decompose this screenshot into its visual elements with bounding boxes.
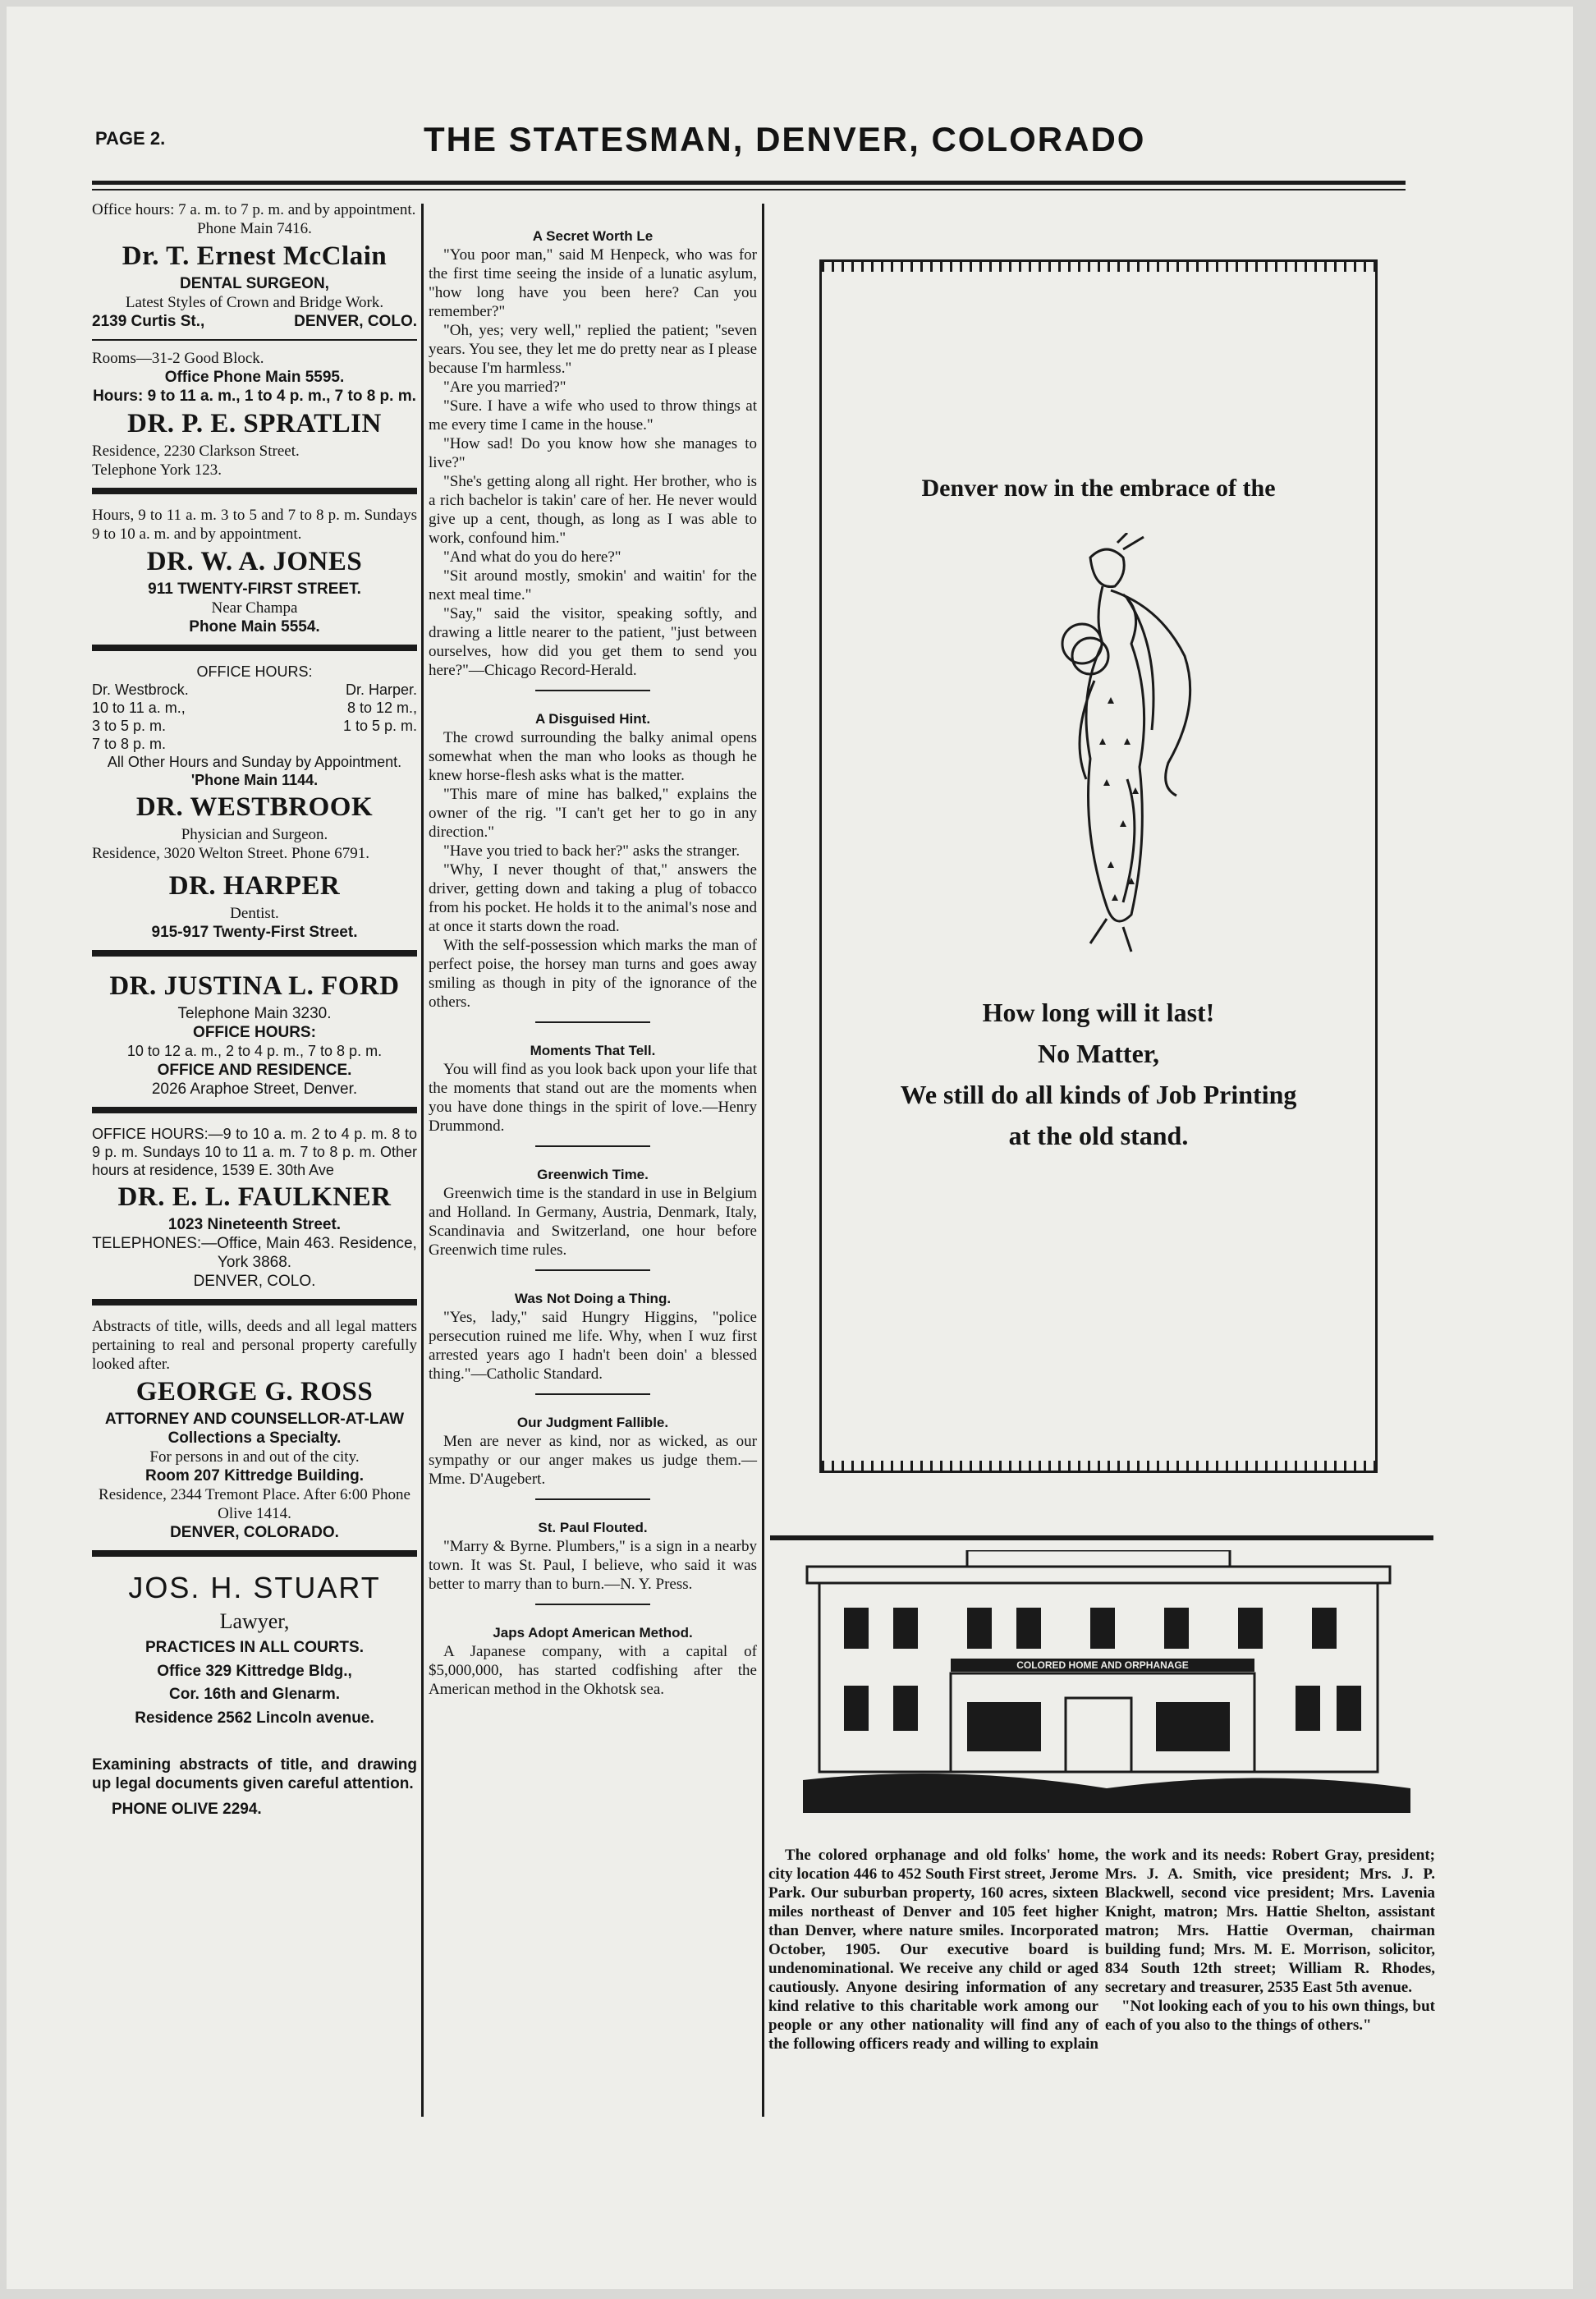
spratlin-telephone: Telephone York 123.: [92, 461, 222, 479]
card-spratlin: [92, 349, 417, 480]
header-rule: [92, 181, 1406, 185]
wh-left-name: Dr. Westbrock.: [92, 681, 189, 698]
stuart-residence: Residence 2562 Lincoln avenue.: [135, 1709, 374, 1727]
ford-address: 2026 Araphoe Street, Denver.: [151, 1081, 358, 1098]
faulkner-name: DR. E. L. FAULKNER: [117, 1182, 392, 1212]
rule: [92, 1107, 417, 1113]
stuart-name: JOS. H. STUART: [128, 1571, 381, 1604]
orphanage-building-illustration: [803, 1550, 1410, 1813]
wh-left-2: 3 to 5 p. m.: [92, 718, 167, 734]
wh-right-2: 1 to 5 p. m.: [342, 718, 417, 734]
wh-left-1: 10 to 11 a. m.,: [92, 700, 186, 716]
ross-abstracts: Abstracts of title, wills, deeds and all legal matters pertaining to real and personal property carefully looked after.: [92, 1318, 417, 1373]
harper-address: 915-917 Twenty-First Street.: [151, 924, 358, 941]
spratlin-phone: Office Phone Main 5595.: [164, 369, 345, 386]
article-title: Our Judgment Fallible.: [516, 1415, 669, 1430]
article-paragraph: "Yes, lady," said Hungry Higgins, "police persecution ruined me life. Why, when I wuz first arrested years ago I hadn't been doin' a blessed thing."—Catholic Standard.: [429, 1309, 757, 1383]
westbrook-residence: Residence, 3020 Welton Street. Phone 6791.: [92, 845, 369, 862]
article-title: Was Not Doing a Thing.: [514, 1291, 672, 1306]
column-divider-1: [421, 204, 424, 2117]
mcclain-hours: Office hours: 7 a. m. to 7 p. m. and by appointment.: [92, 201, 416, 218]
article-separator: [535, 1021, 650, 1023]
jones-name: DR. W. A. JONES: [146, 547, 363, 576]
article-paragraph: A Japanese company, with a capital of $5,000,000, has started codfishing after the American method in the Okhotsk sea.: [429, 1643, 757, 1698]
column-articles: [429, 222, 757, 1699]
article-title: Greenwich Time.: [537, 1167, 649, 1182]
stuart-phone: PHONE OLIVE 2294.: [112, 1801, 262, 1818]
rule: [92, 488, 417, 494]
article-paragraph: "Oh, yes; very well," replied the patient; "seven years. You see, they let me do pretty near as I please because I'm harmless.": [429, 322, 757, 377]
card-ford: [92, 968, 417, 1099]
mcclain-desc: Latest Styles of Crown and Bridge Work.: [125, 294, 384, 311]
mcclain-title: DENTAL SURGEON,: [180, 275, 329, 292]
article-title: Moments That Tell.: [530, 1043, 656, 1058]
orphanage-article: [768, 1846, 1435, 2053]
stuart-practices: PRACTICES IN ALL COURTS.: [144, 1639, 364, 1656]
article-paragraph: "Sure. I have a wife who used to throw things at me every time I came in the house.": [429, 397, 757, 434]
article-separator: [535, 1269, 650, 1271]
ross-name: GEORGE G. ROSS: [135, 1377, 374, 1406]
rule: [92, 950, 417, 957]
article-paragraph: Greenwich time is the standard in use in Belgium and Holland. In Germany, Austria, Denmark, Italy, Scandinavia and Switzerland, one hour before Greenwich time rules.: [429, 1185, 757, 1259]
spratlin-name: DR. P. E. SPRATLIN: [127, 409, 382, 438]
ross-persons: For persons in and out of the city.: [149, 1448, 360, 1466]
ad-border-top: [822, 262, 1375, 272]
column-professional-cards: [92, 200, 417, 1819]
page-header: [95, 120, 1409, 169]
card-jones: [92, 506, 417, 636]
ross-room: Room 207 Kittredge Building.: [144, 1467, 365, 1484]
card-faulkner: [92, 1125, 417, 1291]
jones-phone: Phone Main 5554.: [189, 618, 320, 636]
mcclain-address: 2139 Curtis St.,: [92, 313, 205, 330]
orphanage-quote: "Not looking each of you to his own things, but each of you also to the things of others.": [1105, 1998, 1435, 2034]
article-paragraph: "Marry & Byrne. Plumbers," is a sign in a nearby town. It was St. Paul, I believe, who said it was better to marry than to burn.—N. Y. Press.: [429, 1538, 757, 1593]
ford-office-residence: OFFICE AND RESIDENCE.: [157, 1062, 352, 1079]
faulkner-telephones: TELEPHONES:—Office, Main 463. Residence, York 3868.: [92, 1235, 417, 1271]
jones-hours: Hours, 9 to 11 a. m. 3 to 5 and 7 to 8 p. m. Sundays 9 to 10 a. m. and by appointment.: [92, 507, 417, 543]
ad-border-bottom: [822, 1461, 1375, 1471]
jones-address: 911 TWENTY-FIRST STREET.: [148, 580, 361, 598]
page-number: PAGE 2.: [95, 128, 166, 149]
wh-left-3: 7 to 8 p. m.: [92, 736, 167, 752]
orphanage-rule: [770, 1535, 1433, 1540]
ford-name: DR. JUSTINA L. FORD: [109, 971, 400, 1001]
stuart-office: Office 329 Kittredge Bldg.,: [157, 1663, 352, 1680]
ad-line-2: No Matter,: [1037, 1039, 1160, 1068]
job-printing-ad: [819, 259, 1378, 1473]
article-paragraph: Men are never as kind, nor as wicked, as our sympathy or our anger makes us judge them.—Mme. D'Augebert.: [429, 1433, 757, 1488]
rule: [92, 1299, 417, 1306]
ross-title: ATTORNEY AND COUNSELLOR-AT-LAW: [104, 1411, 405, 1428]
article-paragraph: "She's getting along all right. Her brother, who is a rich bachelor is takin' care of her. He never would give up a cent, though, as long as I was able to work, confound him.": [429, 473, 757, 547]
article-paragraph: "This mare of mine has balked," explains the owner of the rig. "I can't get her to go in any direction.": [429, 786, 757, 841]
article-paragraph: With the self-possession which marks the man of perfect poise, the horsey man turns and goes away smiling as though in pity of the ignorance of the others.: [429, 937, 757, 1011]
rule: [92, 645, 417, 651]
ford-office-hours: OFFICE HOURS:: [193, 1024, 316, 1041]
article-separator: [535, 690, 650, 691]
article-paragraph: The crowd surrounding the balky animal opens somewhat when the man who looks as though he knew horse-flesh asks what is the matter.: [429, 729, 757, 784]
jones-near: Near Champa: [211, 599, 298, 617]
article-title: A Secret Worth Le: [532, 228, 654, 244]
woman-figure-illustration: [1012, 533, 1201, 968]
masthead: THE STATESMAN, DENVER, COLORADO: [424, 120, 1146, 158]
card-westbrook-harper: [92, 663, 417, 789]
article-separator: [535, 1604, 650, 1605]
westbrook-name: DR. WESTBROOK: [135, 792, 374, 822]
ford-hours: 10 to 12 a. m., 2 to 4 p. m., 7 to 8 p. m.: [126, 1043, 383, 1059]
ross-city: DENVER, COLORADO.: [170, 1524, 339, 1541]
article-paragraph: "How sad! Do you know how she manages to live?": [429, 435, 757, 471]
stuart-examining: Examining abstracts of title, and drawing up legal documents given careful attention.: [92, 1756, 417, 1792]
wh-right-name: Dr. Harper.: [345, 681, 417, 698]
spratlin-hours: Hours: 9 to 11 a. m., 1 to 4 p. m., 7 to 8 p. m.: [93, 388, 416, 405]
harper-name: DR. HARPER: [168, 871, 341, 901]
article-paragraph: "Say," said the visitor, speaking softly, and drawing a little nearer to the patient, "just between ourselves, how did you get them to send you here?"—Chicago Record-Herald.: [429, 605, 757, 679]
spratlin-rooms: Rooms—31-2 Good Block.: [92, 350, 264, 367]
ford-phone: Telephone Main 3230.: [177, 1005, 332, 1022]
stuart-corner: Cor. 16th and Glenarm.: [169, 1686, 340, 1703]
article-paragraph: "You poor man," said M Henpeck, who was for the first time seeing the inside of a lunatic asylum, "how long have you been here? Can you remember?": [429, 246, 757, 320]
header-rule-thin: [92, 189, 1406, 190]
orphanage-body: The colored orphanage and old folks' home, city location 446 to 452 South First street, Jerome Park. Our suburban property, 160 acres, sixteen miles northeast of Denver and 105 feet higher than Denver, where nature smiles. Incorporated October, 1905. Our executive board is undenominational. We receive any child or aged cautiously. Anyone desiring information of any kind relative to this charitable work among our people or any other nationality will find any of the following officers ready and willing to explain the work and its needs: Robert Gray, president; Mrs. J. A. Smith, vice president; Mrs. J. P. Blackwell, second vice president; Mrs. Lavenia Knight, matron; Mrs. Hattie Shelton, assistant matron; Mrs. Hattie Overman, chairman building fund; Mrs. M. E. Morrison, solicitor, 834 South 12th street; William R. Rhodes, secretary and treasurer, 2535 East 5th avenue.: [768, 1847, 1435, 2053]
card-mcclain: [92, 200, 417, 331]
orphanage-sign: COLORED HOME AND ORPHANAGE: [1016, 1659, 1189, 1671]
mcclain-phone: Phone Main 7416.: [197, 220, 312, 237]
ad-top-line: Denver now in the embrace of the: [921, 475, 1276, 502]
wh-other: All Other Hours and Sunday by Appointment.: [107, 754, 402, 770]
article-title: A Disguised Hint.: [534, 711, 651, 727]
wh-office-hours: OFFICE HOURS:: [196, 663, 313, 680]
mcclain-city: DENVER, COLO.: [294, 313, 417, 330]
article-separator: [535, 1393, 650, 1395]
stuart-title: Lawyer,: [219, 1609, 290, 1633]
article-paragraph: "Have you tried to back her?" asks the stranger.: [443, 842, 741, 860]
article-title: Japs Adopt American Method.: [493, 1625, 693, 1641]
article-title: St. Paul Flouted.: [538, 1520, 648, 1535]
card-stuart: [92, 1568, 417, 1819]
ross-residence: Residence, 2344 Tremont Place. After 6:00 Phone Olive 1414.: [99, 1486, 410, 1522]
article-paragraph: "And what do you do here?": [443, 548, 621, 566]
westbrook-title: Physician and Surgeon.: [181, 826, 328, 843]
ad-line-4: at the old stand.: [1008, 1121, 1189, 1150]
mcclain-name: Dr. T. Ernest McClain: [122, 241, 388, 271]
spratlin-residence: Residence, 2230 Clarkson Street.: [92, 443, 300, 460]
article-paragraph: "Are you married?": [443, 379, 566, 396]
faulkner-address: 1023 Nineteenth Street.: [167, 1216, 342, 1233]
newspaper-page: [7, 7, 1573, 2289]
ad-line-1: How long will it last!: [982, 998, 1215, 1027]
rule: [92, 339, 417, 341]
wh-right-1: 8 to 12 m.,: [346, 700, 417, 716]
article-paragraph: You will find as you look back upon your life that the moments that stand out are the moments when you have done things in the spirit of love.—Henry Drummond.: [429, 1061, 757, 1135]
article-separator: [535, 1498, 650, 1500]
ad-line-3: We still do all kinds of Job Printing: [900, 1080, 1297, 1109]
faulkner-city: DENVER, COLO.: [193, 1273, 316, 1290]
article-paragraph: "Why, I never thought of that," answers the driver, getting down and taking a plug of tobacco from his pocket. He holds it to the animal's nose and at once it starts down the road.: [429, 861, 757, 935]
article-separator: [535, 1145, 650, 1147]
faulkner-hours: OFFICE HOURS:—9 to 10 a. m. 2 to 4 p. m. 8 to 9 p. m. Sundays 10 to 11 a. m. 7 to 8 p. m. Other hours at residence, 1539 E. 30th Ave: [92, 1126, 417, 1178]
ross-collections: Collections a Specialty.: [167, 1429, 342, 1447]
article-paragraph: "Sit around mostly, smokin' and waitin' for the next meal time.": [429, 567, 757, 603]
card-ross: [92, 1317, 417, 1542]
harper-title: Dentist.: [230, 905, 279, 922]
wh-phone: 'Phone Main 1144.: [190, 772, 319, 788]
rule: [92, 1550, 417, 1557]
column-divider-2: [762, 204, 764, 2117]
